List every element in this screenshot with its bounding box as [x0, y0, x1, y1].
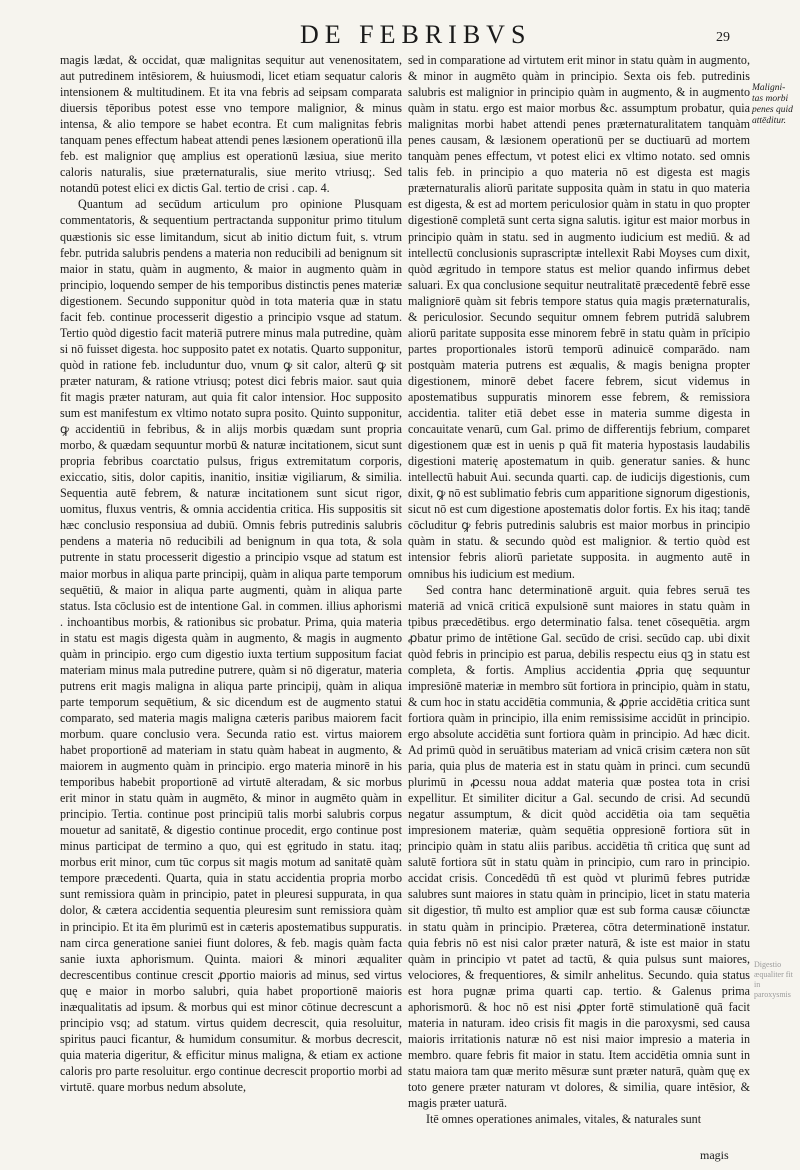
paragraph: magis lædat, & occidat, quæ malignitas sequitur aut venenositatem, aut putredinem intēsiorem, & huiusmodi, licet etiam sequatur caloris intensionem & multitudinem. Et ita vna febris ad seipsam comparata diuersis tēporibus potest esse vno tempore malignior, & minus intensa, & alio tempore se habet econtra. Et cum malignitas febris tanquam penes effectum habeat attendi penes læsionem operationū illa feb. est malignior quę amplius est operationū læsiua, siue merito caloris naturalis, siue præternaturalis, siue merito vtriusq;. Sed notandū potest elici ex dictis Gal. tertio de crisi . cap. 4.	[60, 53, 402, 196]
page-number: 29	[716, 30, 730, 45]
catchword: magis	[700, 1148, 729, 1162]
paragraph: sed in comparatione ad virtutem erit minor in statu quàm in augmento, & minor in augmēto quàm in principio. Sexta ois feb. putredinis salubris est malignior in principio quàm in augmento, & in augmento quàm in statu. ergo est maior morbus &c. assumptum probatur, quia malignitas morbi habet attendi penes præternaturalitatem tanquàm penes causam, & læsionem operationū per se ductiuarū ad mortem tanquàm penes effectum, vt potest elici ex vltimo notato. sed omnis talis feb. in principio a quo materia nō est digesta est magis præternaturalis aliorū paritate supposita quàm in statu in quo materia est digesta, & est ad mortem periculosior quàm in statu in quo propter digestionē completā sunt certa signa salutis. igitur est maior morbus in principio quàm in statu. sed in augmento iudicium est mediū. & ad intellectū conclusionis suprascriptæ intellexit Rabi Moyses cum dixit, quòd ægritudo in tempore status est melior quando infirmus debet saluari. Ex qua conclusione sequitur neutralitatē præcedentē febrē esse maligniorē quàm sit febris tempore status quia magis præternaturalis, & periculosior. Secundo sequitur omnem febrem putridā salubrem aliorū paritate supposita esse minorem febrē in statu quàm in prīcipio partes proportionales istorū temporū adinuicē comparādo. nam postquàm materia putrens est æqualis, & magis benigna propter digestionem, minorē debet facere febrem, sicut videmus in apostematibus suppuratis minorem esse febrem, & remissiora accidentia. taliter etiā debet esse in materia summe digesta in concauitate venarū, cum Gal. primo de differentijs febrium, comparet digestionem quæ est in uenis p quā fit materia hypostasis laudabilis digestioni materię apostematum in quib. generatur sanies. & hunc intellectū habuit Aui. secunda quarti. cap. de iudicijs digestionis, cum dixit, ꝙ nō est sublimatio febris cum apparitione signorum digestionis, sicut nō est cum digestione apostematis dolor fortis. Ex his itaq; tandē cōcluditur ꝙ febris putredinis salubris est maior morbus in principio quàm in statu. & secundo quòd est malignior. & tertio quòd est intensior febris aliorū parietate supposita. in augmento autē in omnibus his iudicium est medium.	[408, 53, 750, 581]
faint-margin-note: Digestio æqualiter fit in paroxysmis	[754, 960, 793, 999]
running-title: DE FEBRIBVS	[300, 20, 532, 49]
margin-note: Maligni- tas morbi penes quid attēditur.	[752, 83, 793, 126]
paragraph: Sed contra hanc determinationē arguit. quia febres seruā tes materiā ad vnicā criticā expulsionē sunt maiores in statu quàm in tpibus præcedētibus. ergo determinatio falsa. tenet cōsequētia. argm ꝓbatur primo de intētione Gal. secūdo de crisi. secūdo cap. ubi dixit quòd febris in principio est parua, debilis respectu eius qꝫ in statu est completa, & fortis. Amplius accidentia ꝓpria quę sequuntur impresiōnē materiæ in membro sūt fortiora in principio, quàm in statu, & cum hoc in statu accidētia communia, & ꝓprie accidētia critica sunt fortiora quàm in principio, illa enim remissisime accidūt in principio. ergo absolute accidētia sunt fortiora quàm in principio. Ad hæc dicit. Ad primū quòd in seruātibus materiam ad vnicā crisim cætera non sūt paria, quia plus de materia est in statu quàm in princi. cum secundū plurimū in ꝓcessu noua addat materia quæ postea tota in crisi expellitur. Et similiter dicitur a Gal. secundo de crisi. Ad secundū negatur assumptum, & dicit quòd accidētia oia tam sequētia impresionem materiæ, quàm sequētia oppresionē fortiora sūt in principio quàm in statu aliis paribus. accidētia tñ critica quę sunt ad salutē fortiora sūt in statu quàm in principio, cum raro in principio. accidat crisis. Concedēdū tñ est quòd vt plurimū febres putridæ salubres sunt maiores in statu quàm in principio, licet in statu materia sit digestior, tñ multo est amplior quæ est sub forma causæ cōiunctæ in statu quàm in principio. Præterea, cōtra determinationē instatur. quia febris nō est nisi calor præter naturā, & iste est maior in statu quàm in principio vt patet ad tactū, & quia pulsus sunt maiores, velociores, & frequentiores, & similr anhelitus. Secundo. quia status est hora pugnæ prima quarti cap. tertio. & Galenus prima aphorismorū. & hoc nō est nisi ꝓpter fortē stimulationē quā facit materia in naturam. ideo crisis fit magis in die paroxysmi, sed causa maioris irritationis naturæ nō est nisi maior impresio a materia in membro. quare febris fit maior in statu. Item accidētia omnia sunt in statu maiora tam quæ merito mēsuræ sunt præter naturā, quàm quę ex toto genere præter naturam vt dolores, & similia, quare intēsior, & magis præter uaturā.	[408, 582, 750, 1111]
paragraph: Quantum ad secūdum articulum pro opinione Plusquam commentatoris, & sequentium pertractanda supponitur primo titulum quæstionis sic esse limitandum, sicut ab initio dictum fuit, s. vtrum febr. putrida salubris pendens a materia non reducibili ad benignum sit maior in statu, quàm in augmento, & maior in augmento quàm in principio, loquendo semper de his temporibus distinctis penes materiæ digestionem. Secundo supponitur quòd in tota materia quæ in statu facit feb. continue processerit digestio a principio vsque ad statum. Tertio quòd digestio facit materiā putrere minus mala putredine, quàm si nō fuisset digesta. hoc supposito patet ex notatis. Quarto supponitur, quòd in ratione feb. includuntur duo, vnum ꝙ sit calor, alterū ꝙ sit præter naturam, & ratione vtriusq; potest dici febris maior. saut quia fit magis præter naturam, aut quia fit calor intensior. Hoc supposito sum est manifestum ex vltimo notato supra posito. Quinto supponitur, ꝙ accidentiū in febribus, & in alijs morbis quædam sunt propria morbo, & quædam sequuntur morbū & naturæ incitationem, sicut sunt propria febribus coarctatio pulsus, frigus extremitatum corporis, exiccatio, sitis, dolor capitis, inanitio, insitiæ vigiliarum, & similia. Sequentia autē febrem, & naturæ incitationem sunt sicut rigor, uomitus, fluxus ventris, & omnia accidentia critica. His suppositis sit hæc conclusio responsiua ad dubiū. Omnis febris putredinis salubris pendens a materia nō reducibili ad benignum in qua tota, & sola putrente in statu processerit digestio a principio vsque ad statum est maior morbus in aliqua parte principij, quàm in aliqua parte temporum sequētiū, & maior in aliqua parte augmenti, quàm in aliqua parte status. Ista cōclusio est de intentione Gal. in commen. illius aphorismi . inchoantibus morbis, & rationibus sic probatur. Prima, quia materia in statu est magis digesta quàm in augmento, & magis in augmento quàm in principio. ergo cum digestio iuxta tertium suppositum faciat materiam minus mala putredine putrere, quàm si nō digeratur, materia putrens erit magis maligna in aliqua parte principij, quàm in aliqua parte temporum sequētium, & sic dicendum est de augmento statui comparato, sed materia magis maligna cæteris paribus maiorem facit morbum. quare conclusio vera. Secunda ratio est. virtus maiorem habet proportionē ad materiam in statu quàm habeat in augmento, & maiorem in augmento quàm in principio. ergo materia minorē in his temporibus habebit proportionē ad virtutē alteradam, & sic morbus erit minor in statu quàm in augmēto, & minor in augmēto quàm in principio. Tertia. continue post principiū talis morbi salubris corpus mouetur ad sanitatē, & digestio continue procedit, ergo continue post minus participat de termino a quo, qui est ęgritudo in statu. itaq; morbus erit minor, cum tūc corpus sit magis motum ad sanitatē quàm tempore præcedenti. Quarta, quia in statu accidentia propria morbo sunt remissiora quàm in principio, patet in pleuresi suppurata, in qua dolor, & cætera accidentia sequentia pleuresim sunt remissiora quàm in principio. Et ita ēm plurimū est in cæteris apostematibus suppuratis. nam circa generatione saniei fiunt dolores, & feb. magis quàm facta sanie iuxta aphorismum. Quinta. maiori & minori æqualiter decrescentibus continue crescit ꝓportio maioris ad minus, sed virtus quę e maior in morbo salubri, quia habet proportionē maioris inæqualitatis ad ipsum. & morbus qui est minor cōtinue decrescunt a principio vsq; ad statum. virtus quidem decrescit, quia resoluitur, spiritus pauci ficantur, & humidum consumitur. & morbus decrescit, quia materia digeritur, & efficitur minus maligna, & etiam ex actione caloris pro parte resoluitur. ergo continue decrescit proportio morbi ad virtutē. quare morbus nedum absolute,	[60, 197, 402, 1094]
left-column	[60, 52, 402, 1095]
page-header	[0, 20, 800, 50]
paragraph: Itē omnes operationes animales, vitales, & naturales sunt	[426, 1112, 702, 1127]
right-column	[408, 52, 750, 1127]
